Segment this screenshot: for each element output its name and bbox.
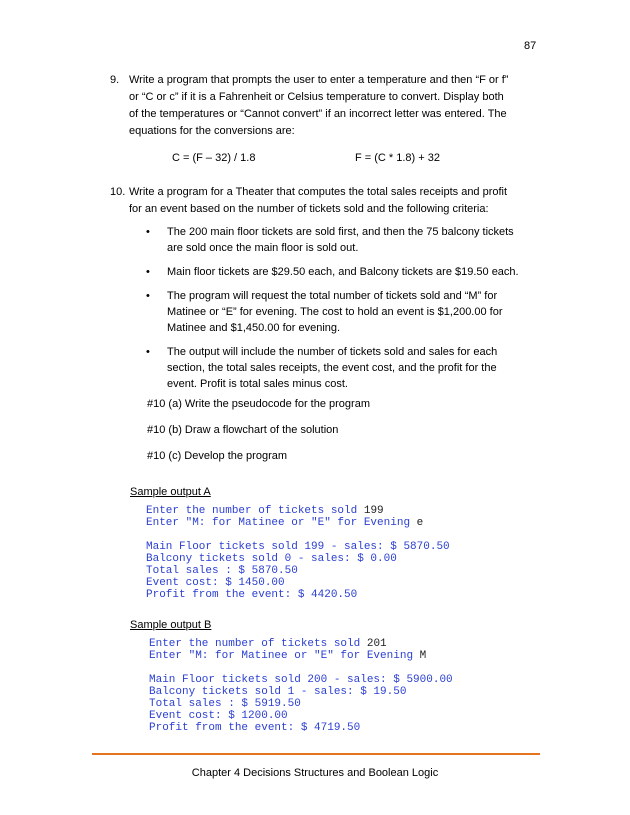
console-input: 201 [366, 638, 387, 650]
console-output-line: Event cost: $ 1200.00 [149, 710, 288, 722]
sample-output-b [149, 638, 453, 734]
console-prompt: Enter "M: for Matinee or "E" for Evening [146, 517, 417, 529]
sample-output-b-label: Sample output B [130, 619, 212, 631]
list-item [140, 344, 519, 392]
list-item-line: section, the total sales receipts, the event cost, and the profit for the [167, 362, 497, 374]
console-output-line: Balcony tickets sold 0 - sales: $ 0.00 [146, 553, 397, 565]
list-item-line: Matinee or “E” for evening. The cost to hold an event is $1,200.00 for [167, 306, 503, 318]
console-prompt: Enter the number of tickets sold [149, 638, 367, 650]
sample-output-a [146, 505, 450, 601]
question-line: Write a program for a Theater that computes the total sales receipts and profit [129, 186, 508, 198]
footer-chapter-title: Chapter 4 Decisions Structures and Boolean Logic [191, 767, 439, 779]
formula-celsius: C = (F – 32) / 1.8 [172, 152, 256, 164]
bullet-icon: • [146, 226, 150, 238]
console-output-line: Balcony tickets sold 1 - sales: $ 19.50 [149, 686, 407, 698]
question-number: 9. [110, 74, 120, 86]
console-input: e [416, 517, 424, 529]
list-item [140, 224, 519, 256]
bullet-icon: • [146, 290, 150, 302]
list-item-line: Matinee and $1,450.00 for evening. [167, 322, 341, 334]
console-output-line: Main Floor tickets sold 199 - sales: $ 5870.50 [146, 541, 450, 553]
bullet-icon: • [146, 266, 150, 278]
question-line: Write a program that prompts the user to enter a temperature and then “F or f” [129, 74, 509, 86]
question-number: 10. [110, 186, 126, 198]
list-item-line: The program will request the total number of tickets sold and “M” for [167, 290, 498, 302]
page-number: 87 [524, 40, 537, 52]
subtask-a: #10 (a) Write the pseudocode for the program [147, 398, 370, 410]
question-line: equations for the conversions are: [129, 125, 295, 137]
console-prompt: Enter "M: for Matinee or "E" for Evening [149, 650, 420, 662]
question-line: for an event based on the number of tickets sold and the following criteria: [129, 203, 489, 215]
console-output-line: Total sales : $ 5919.50 [149, 698, 301, 710]
sample-output-a-label: Sample output A [130, 486, 211, 498]
question-line: of the temperatures or “Cannot convert” if an incorrect letter was entered. The [129, 108, 507, 120]
subtask-b: #10 (b) Draw a flowchart of the solution [147, 424, 339, 436]
console-output-line: Profit from the event: $ 4719.50 [149, 722, 361, 734]
console-input: M [419, 650, 427, 662]
footer-divider [92, 753, 540, 755]
console-prompt: Enter the number of tickets sold [146, 505, 364, 517]
console-output-line: Main Floor tickets sold 200 - sales: $ 5900.00 [149, 674, 453, 686]
subtask-c: #10 (c) Develop the program [147, 450, 288, 462]
console-output-line: Total sales : $ 5870.50 [146, 565, 298, 577]
list-item-line: The 200 main floor tickets are sold first, and then the 75 balcony tickets [167, 226, 514, 238]
list-item-line: Main floor tickets are $29.50 each, and Balcony tickets are $19.50 each. [167, 266, 519, 278]
list-item-line: event. Profit is total sales minus cost. [167, 378, 348, 390]
bullet-icon: • [146, 346, 150, 358]
console-input: 199 [363, 505, 384, 517]
formula-fahrenheit: F = (C * 1.8) + 32 [355, 152, 440, 164]
question-line: or “C or c” if it is a Fahrenheit or Celsius temperature to convert. Display both [129, 91, 504, 103]
console-output-line: Event cost: $ 1450.00 [146, 577, 285, 589]
list-item [140, 288, 519, 336]
list-item-line: are sold once the main floor is sold out. [167, 242, 359, 254]
list-item-line: The output will include the number of tickets sold and sales for each [167, 346, 498, 358]
list-item [140, 264, 519, 280]
console-output-line: Profit from the event: $ 4420.50 [146, 589, 358, 601]
criteria-list [140, 224, 519, 392]
